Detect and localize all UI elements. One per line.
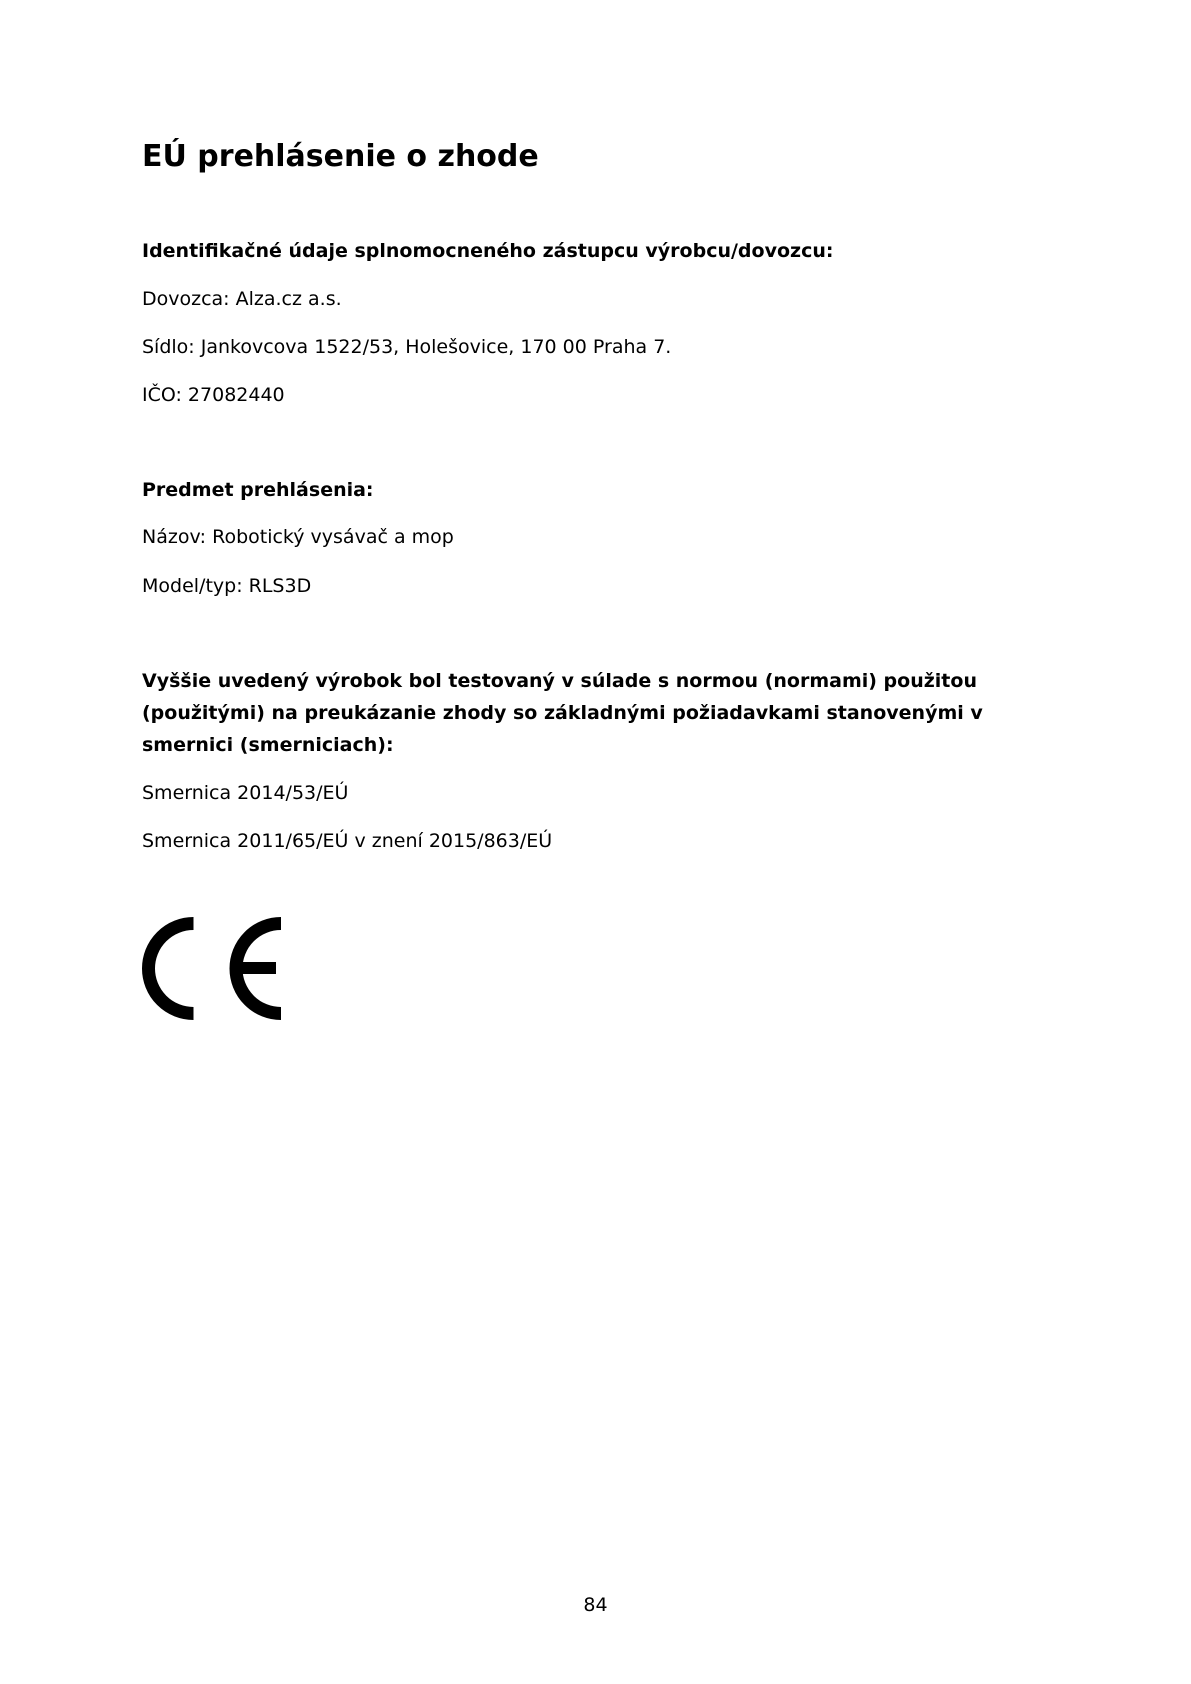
company-id-line: IČO: 27082440 [142, 384, 285, 406]
page-number: 84 [583, 1594, 608, 1616]
directive-line: Smernica 2014/53/EÚ [142, 782, 349, 804]
page-title: EÚ prehlásenie o zhode [142, 139, 539, 174]
address-line: Sídlo: Jankovcova 1522/53, Holešovice, 170 00 Praha 7. [142, 336, 672, 358]
compliance-heading: Vyššie uvedený výrobok bol testovaný v súlade s normou (normami) použitou (použitými) na preukázanie zhody so základnými požiadavkami stanovenými v smernici (smerniciach): [142, 670, 983, 756]
subject-heading: Predmet prehlásenia: [142, 479, 374, 501]
identification-heading: Identifikačné údaje splnomocneného zástupcu výrobcu/dovozcu: [142, 240, 834, 262]
model-line: Model/typ: RLS3D [142, 575, 312, 597]
directive-line: Smernica 2011/65/EÚ v znení 2015/863/EÚ [142, 830, 553, 852]
product-name-line: Názov: Robotický vysávač a mop [142, 526, 454, 548]
importer-line: Dovozca: Alza.cz a.s. [142, 288, 342, 310]
ce-mark-icon [142, 917, 282, 1020]
